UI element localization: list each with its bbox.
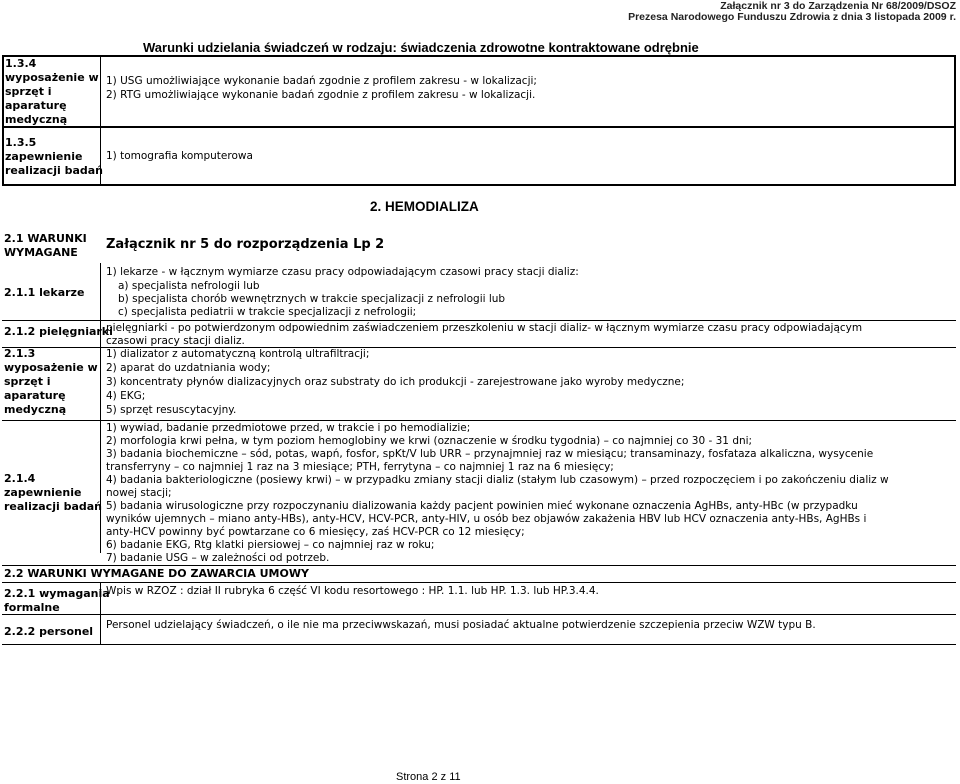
- section-2-2-title: 2.2 WARUNKI WYMAGANE DO ZAWARCIA UMOWY: [4, 567, 309, 580]
- label-line: zapewnienie: [4, 486, 82, 499]
- page-number: Strona 2 z 11: [396, 771, 461, 783]
- item-usg: 1) USG umożliwiające wykonanie badań zgodnie z profilem zakresu - w lokalizacji;: [106, 75, 537, 87]
- label-2-2-1: [4, 587, 110, 615]
- formal-requirements-text: Wpis w RZOZ : dział II rubryka 6 część VI kodu resortowego : HP. 1.1. lub HP. 1.3. lub HP.3.4.4.: [106, 585, 599, 597]
- doctors-line: c) specjalista pediatrii w trakcie specjalizacji z nefrologii;: [118, 306, 417, 318]
- header-attachment: Załącznik nr 3 do Zarządzenia Nr 68/2009/DSOZ: [720, 0, 956, 12]
- label-line: wyposażenie w: [5, 71, 99, 84]
- doctors-line: b) specjalista chorób wewnętrznych w trakcie specjalizacji z nefrologii lub: [118, 293, 506, 305]
- label-line: realizacji badań: [5, 164, 103, 177]
- annex-title: Załącznik nr 5 do rozporządzenia Lp 2: [106, 237, 385, 252]
- item-tomography: 1) tomografia komputerowa: [106, 150, 253, 162]
- top-section-title: Warunki udzielania świadczeń w rodzaju: świadczenia zdrowotne kontraktowane odrębnie: [143, 40, 699, 55]
- nurses-line: pielęgniarki - po potwierdzonym odpowiednim zaświadczeniem przeszkoleniu w stacji dializ- w łącznym wymiarze czasu pracy odpowiadającym: [106, 322, 863, 334]
- nurses-line: czasowi pracy stacji dializ.: [106, 335, 245, 347]
- label-1-3-4: [5, 57, 99, 127]
- label-line: aparaturę: [4, 389, 66, 402]
- label-line: aparaturę: [5, 99, 67, 112]
- tests-line: 6) badanie EKG, Rtg klatki piersiowej – co najmniej raz w roku;: [106, 539, 435, 551]
- tests-line: anty-HCV powinny być powtarzane co 6 miesięcy, zaś HCV-PCR co 12 miesięcy;: [106, 526, 525, 538]
- section-title-hemodializa: 2. HEMODIALIZA: [370, 199, 479, 214]
- label-line: realizacji badań: [4, 500, 102, 513]
- column-divider: [100, 582, 101, 644]
- label-1-3-5: [5, 136, 103, 178]
- header-issuer: Prezesa Narodowego Funduszu Zdrowia z dnia 3 listopada 2009 r.: [628, 11, 956, 23]
- label-2-1-4: [4, 472, 102, 514]
- tests-line: 4) badania bakteriologiczne (posiewy krwi) – w przypadku zmiany stacji dializ (stałym lub czasowym) – przed rozpoczęciem i po zakończeniu dializ w: [106, 474, 889, 486]
- label-line: WYMAGANE: [4, 246, 78, 259]
- doctors-line: 1) lekarze - w łącznym wymiarze czasu pracy odpowiadającym czasowi pracy stacji dializ:: [106, 266, 579, 278]
- tests-line: 5) badania wirusologiczne przy rozpoczynaniu dializowania każdy pacjent powinien mieć wykonane oznaczenia AgHBs, anty-HBc (w przypadku: [106, 500, 858, 512]
- label-line: sprzęt i: [4, 375, 51, 388]
- tests-line: 2) morfologia krwi pełna, w tym poziom hemoglobiny we krwi (oznaczenie w środku tygodnia) – co najmniej co 30 - 31 dni;: [106, 435, 753, 447]
- tests-line: 7) badanie USG – w zależności od potrzeb.: [106, 552, 330, 564]
- label-line: medyczną: [5, 113, 68, 126]
- equipment-line: 5) sprzęt resuscytacyjny.: [106, 404, 237, 416]
- label-line: 2.1.4: [4, 472, 36, 485]
- item-rtg: 2) RTG umożliwiające wykonanie badań zgodnie z profilem zakresu - w lokalizacji.: [106, 89, 536, 101]
- row-divider: [2, 565, 956, 566]
- label-line: formalne: [4, 601, 60, 614]
- row-divider: [2, 644, 956, 645]
- label-2-1-1: 2.1.1 lekarze: [4, 286, 85, 299]
- equipment-line: 1) dializator z automatyczną kontrolą ultrafiltracji;: [106, 348, 370, 360]
- equipment-line: 3) koncentraty płynów dializacyjnych oraz substraty do ich produkcji - zarejestrowane jako wyroby medyczne;: [106, 376, 685, 388]
- doctors-line: a) specjalista nefrologii lub: [118, 280, 260, 292]
- label-2-1-3: [4, 347, 98, 417]
- label-line: 1.3.4: [5, 57, 37, 70]
- row-divider: [2, 420, 956, 421]
- tests-line: 1) wywiad, badanie przedmiotowe przed, w trakcie i po hemodializie;: [106, 422, 471, 434]
- equipment-line: 4) EKG;: [106, 390, 146, 402]
- label-line: wyposażenie w: [4, 361, 98, 374]
- tests-line: nowej stacji;: [106, 487, 172, 499]
- label-line: 2.2.1 wymagania: [4, 587, 110, 600]
- row-divider: [2, 614, 956, 615]
- tests-line: transferryny – co najmniej 1 raz na 3 miesiące; PTH, ferrytyna – co najmniej 1 raz na 6 miesięcy;: [106, 461, 614, 473]
- row-divider: [2, 320, 956, 321]
- label-2-1-2: 2.1.2 pielęgniarki: [4, 325, 113, 338]
- personnel-text: Personel udzielający świadczeń, o ile nie ma przeciwwskazań, musi posiadać aktualne potwierdzenie szczepienia przeciw WZW typu B.: [106, 619, 816, 631]
- label-line: zapewnienie: [5, 150, 83, 163]
- label-line: 1.3.5: [5, 136, 37, 149]
- tests-line: wyników ujemnych – miano anty-HBs), anty-HCV, HCV-PCR, anty-HIV, u osób bez objawów zakażenia HBV lub HCV oznaczenia anty-HBs, AgHBs i: [106, 513, 867, 525]
- row-divider: [2, 582, 956, 583]
- label-line: medyczną: [4, 403, 67, 416]
- label-line: 2.1 WARUNKI: [4, 232, 87, 245]
- label-2-1: [4, 232, 87, 260]
- label-line: sprzęt i: [5, 85, 52, 98]
- label-2-2-2: 2.2.2 personel: [4, 625, 94, 638]
- equipment-line: 2) aparat do uzdatniania wody;: [106, 362, 271, 374]
- tests-line: 3) badania biochemiczne – sód, potas, wapń, fosfor, spKt/V lub URR – przynajmniej raz w miesiącu; transaminazy, fosfataza alkaliczna, wysycenie: [106, 448, 874, 460]
- label-line: 2.1.3: [4, 347, 36, 360]
